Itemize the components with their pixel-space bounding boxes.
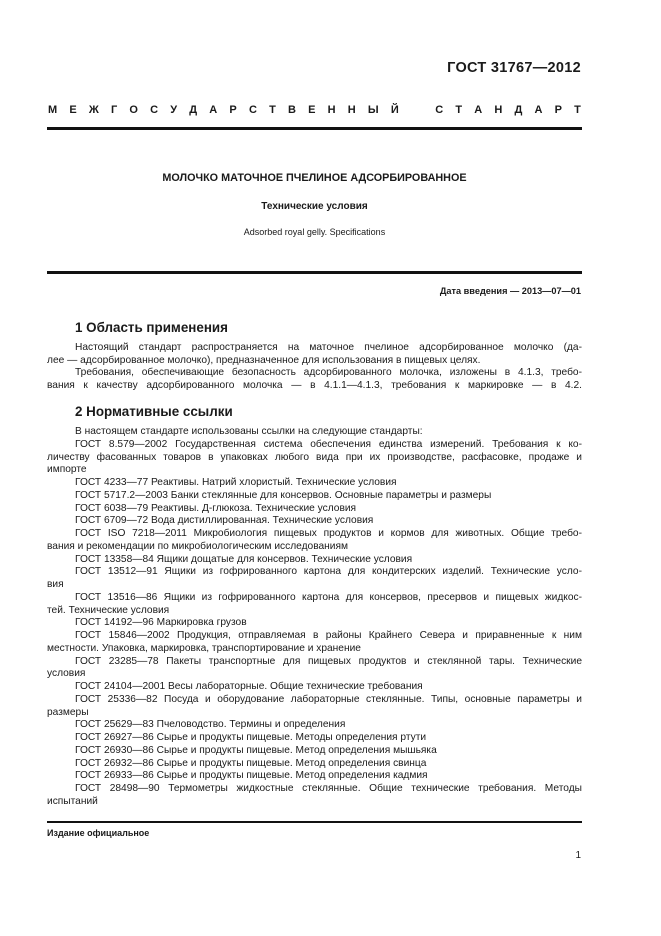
- banner-letter: Д: [189, 104, 198, 116]
- banner-letter: С: [248, 104, 257, 116]
- banner-letter: Е: [69, 104, 77, 116]
- banner-letter: В: [287, 104, 296, 116]
- banner-letter: М: [48, 104, 58, 116]
- section2-line: ГОСТ 26932—86 Сырье и продукты пищевые. Метод определения свинца: [75, 757, 427, 769]
- introduction-date: Дата введения — 2013—07—01: [439, 286, 581, 296]
- banner-letter: Н: [327, 104, 336, 116]
- document-number: ГОСТ 31767—2012: [447, 60, 581, 76]
- banner-letter: Н: [347, 104, 356, 116]
- section-2-heading: 2 Нормативные ссылки: [75, 404, 233, 419]
- section2-line: ГОСТ 13516—86 Ящики из гофрированного картона для консервов, пресервов и пищевых жидкос-: [75, 591, 582, 603]
- section1-line: Требования, обеспечивающие безопасность адсорбированного молочка, изложены в 4.1.3, требо-: [75, 367, 582, 379]
- section2-line: ГОСТ 15846—2002 Продукция, отправляемая в районы Крайнего Севера и приравненные к ним: [75, 630, 582, 641]
- top-rule: [47, 127, 582, 130]
- banner-letter: Д: [514, 104, 523, 116]
- section2-line: ГОСТ 24104—2001 Весы лабораторные. Общие технические требования: [75, 681, 423, 692]
- section2-line: ГОСТ 8.579—2002 Государственная система обеспечения единства измерений. Требования к ко-: [75, 438, 582, 450]
- section2-line: размеры: [47, 706, 89, 718]
- banner-letter: Т: [455, 104, 463, 116]
- section2-line: ГОСТ 4233—77 Реактивы. Натрий хлористый. Технические условия: [75, 477, 397, 488]
- section2-line: ГОСТ 13358—84 Ящики дощатые для консервов. Технические условия: [75, 553, 413, 565]
- section2-line: ГОСТ 26933—86 Сырье и продукты пищевые. Метод определения кадмия: [75, 770, 428, 782]
- section2-line: ГОСТ 26927—86 Сырье и продукты пищевые. Методы определения ртути: [75, 732, 427, 743]
- edition-label: Издание официальное: [47, 828, 150, 838]
- section2-line: вия: [47, 579, 64, 590]
- section2-line: ГОСТ ISO 7218—2011 Микробиология пищевых продуктов и кормов для животных. Общие требо-: [75, 528, 582, 539]
- banner-letter: Е: [308, 104, 316, 116]
- footer-rule: [47, 821, 582, 823]
- section2-line: испытаний: [47, 795, 98, 807]
- banner-letter: Й: [390, 104, 399, 116]
- banner-letter: У: [170, 104, 178, 116]
- section2-line: местности. Упаковка, маркировка, транспортирование и хранение: [47, 642, 361, 654]
- section2-line: ГОСТ 14192—96 Маркировка грузов: [75, 617, 247, 629]
- section1-line: Настоящий стандарт распространяется на маточное пчелиное адсорбированное молочко (да-: [75, 342, 582, 353]
- section2-line: ГОСТ 28498—90 Термометры жидкостные стеклянные. Общие технические требования. Методы: [75, 783, 582, 794]
- english-title: Adsorbed royal gelly. Specifications: [243, 227, 386, 237]
- title-rule: [47, 271, 582, 274]
- section2-line: вания и рекомендации по микробиологическим исследованиям: [47, 540, 348, 552]
- banner-letter: А: [534, 104, 543, 116]
- banner-letter: Ж: [88, 104, 99, 116]
- section2-line: ГОСТ 5717.2—2003 Банки стеклянные для консервов. Основные параметры и размеры: [75, 489, 492, 501]
- banner-letter: А: [209, 104, 218, 116]
- section-1-heading: 1 Область применения: [75, 320, 228, 335]
- banner-letter: О: [129, 104, 138, 116]
- section1-line: вания к качеству адсорбированного молочка — в 4.1.1—4.1.3, требования к маркировке — в 4.2.: [47, 380, 582, 392]
- section2-line: условия: [47, 668, 86, 680]
- section2-line: ГОСТ 13512—91 Ящики из гофрированного картона для кондитерских изделий. Технические усло-: [75, 566, 582, 578]
- section2-line: импорте: [47, 464, 87, 476]
- banner-letter: Н: [494, 104, 503, 116]
- banner-letter: С: [435, 104, 444, 116]
- document-title: МОЛОЧКО МАТОЧНОЕ ПЧЕЛИНОЕ АДСОРБИРОВАННОЕ: [162, 172, 467, 184]
- document-subtitle: Технические условия: [261, 201, 368, 212]
- banner-letter: А: [474, 104, 483, 116]
- section2-line: ГОСТ 23285—78 Пакеты транспортные для пищевых продуктов и стеклянной тары. Технические: [75, 655, 582, 667]
- section2-line: ГОСТ 6709—72 Вода дистиллированная. Технические условия: [75, 515, 374, 527]
- section2-line: ГОСТ 25336—82 Посуда и оборудование лабораторные стеклянные. Типы, основные параметры и: [75, 693, 582, 705]
- section2-line: В настоящем стандарте использованы ссылки на следующие стандарты:: [75, 426, 423, 437]
- interstate-standard-banner: [48, 104, 581, 116]
- section1-line: лее — адсорбированное молочко), предназначенное для использования в пищевых целях.: [47, 354, 481, 366]
- banner-letter: Г: [110, 104, 118, 116]
- section2-line: ГОСТ 26930—86 Сырье и продукты пищевые. Метод определения мышьяка: [75, 744, 437, 756]
- page-number: 1: [575, 850, 581, 861]
- section2-line: ГОСТ 25629—83 Пчеловодство. Термины и определения: [75, 719, 346, 731]
- banner-letter: Р: [229, 104, 237, 116]
- banner-letter: Т: [574, 104, 581, 116]
- banner-letter: Т: [269, 104, 276, 116]
- section2-line: тей. Технические условия: [47, 604, 170, 616]
- banner-letter: Ы: [367, 104, 379, 116]
- section2-line: ГОСТ 6038—79 Реактивы. Д-глюкоза. Технические условия: [75, 502, 357, 514]
- banner-letter: С: [150, 104, 159, 116]
- banner-letter: Р: [554, 104, 562, 116]
- section2-line: личеству фасованных товаров в упаковках любого вида при их производстве, расфасовке, продаже и: [47, 451, 582, 463]
